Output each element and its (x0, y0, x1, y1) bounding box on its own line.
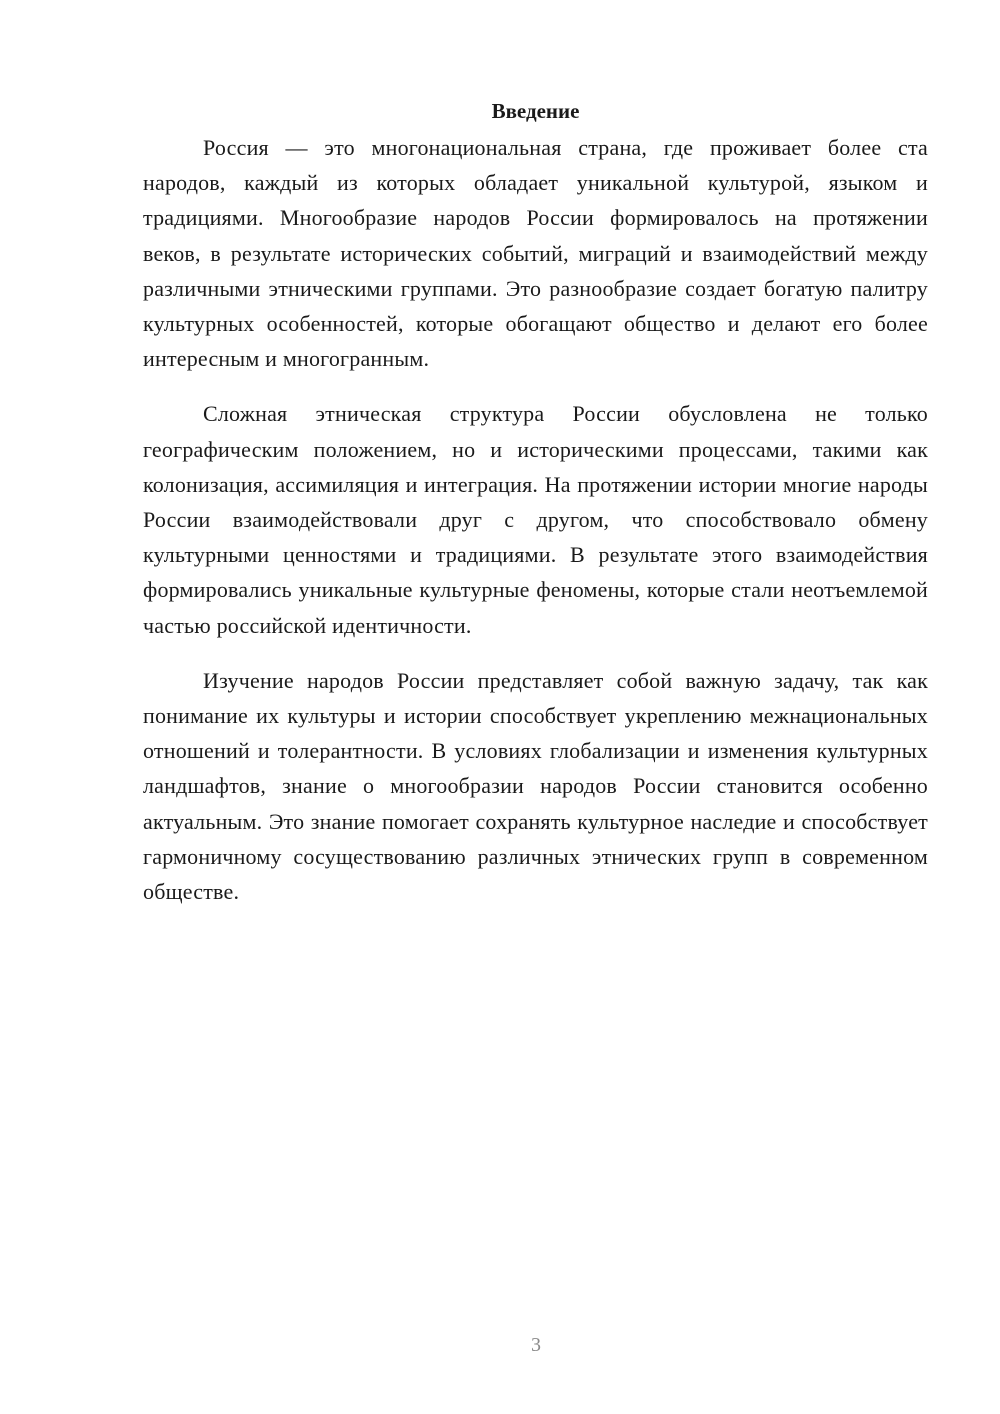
page-number: 3 (531, 1334, 541, 1356)
paragraph-3: Изучение народов России представляет собой важную задачу, так как понимание их культуры и истории способствует укреплению межнациональных отношений и толерантности. В условиях глобализации и изменения культурных ландшафтов, знание о многообразии народов России становится особенно актуальным. Это знание помогает сохранять культурное наследие и способствует гармоничному сосуществованию различных этнических групп в современном обществе. (143, 667, 928, 905)
page-content (143, 96, 928, 909)
paragraph-2: Сложная этническая структура России обусловлена не только географическим положением, но и историческими процессами, такими как колонизация, ассимиляция и интеграция. На протяжении истории многие народы России взаимодействовали друг с другом, что способствовало обмену культурными ценностями и традициями. В результате этого взаимодействия формировались уникальные культурные феномены, которые стали неотъемлемой частью российской идентичности. (143, 401, 928, 638)
section-title: Введение (491, 99, 580, 123)
paragraph-1: Россия — это многонациональная страна, где проживает более ста народов, каждый из которых обладает уникальной культурой, языком и традициями. Многообразие народов России формировалось на протяжении веков, в результате исторических событий, миграций и взаимодействий между различными этническими группами. Это разнообразие создает богатую палитру культурных особенностей, которые обогащают общество и делают его более интересным и многогранным. (143, 135, 928, 372)
